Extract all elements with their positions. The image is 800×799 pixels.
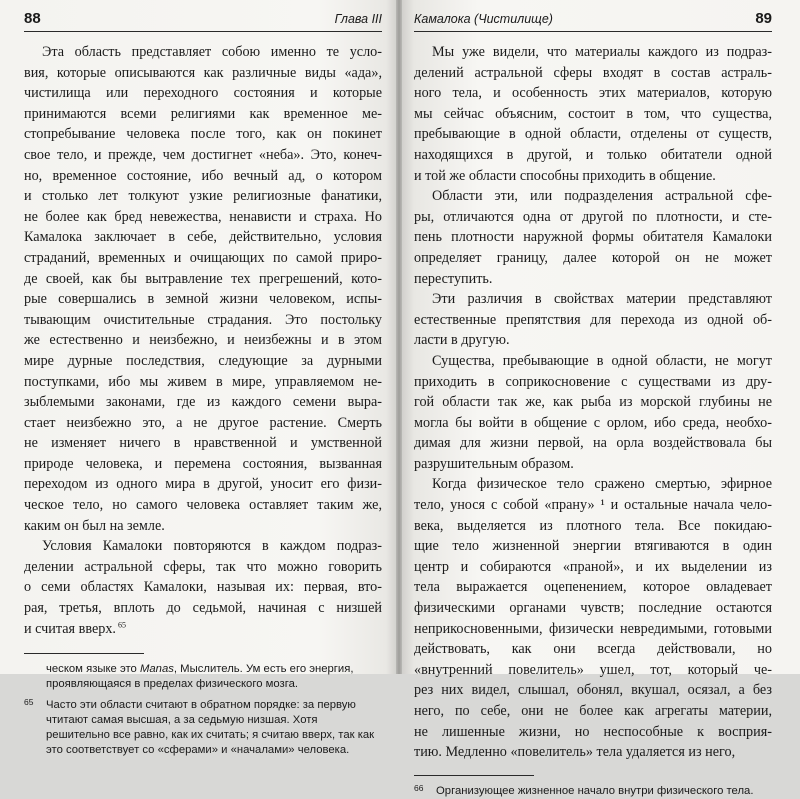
right-body-text — [414, 42, 772, 763]
text-line: могла бы войти в общение с орлом, ибо среда, необхо- — [414, 414, 772, 431]
text-line: рая, третья, вплоть до седьмой, начиная с низшей — [24, 600, 382, 617]
right-footnote-rule — [414, 775, 534, 776]
text-line: гой области так же, как рыба из морской глубины не — [414, 394, 772, 411]
right-paragraph-3 — [414, 289, 772, 351]
text-line: делении астральной сферы, так что можно говорить — [24, 558, 382, 575]
right-paragraph-2 — [414, 186, 772, 289]
text-line: чистилища или переходного состояния и которые — [24, 85, 382, 102]
text-line: переступить. — [414, 270, 493, 287]
text-line: Условия Камалоки повторяются в каждом подраз- — [42, 538, 382, 555]
left-body-text — [24, 42, 382, 639]
left-page — [0, 0, 398, 757]
text-line: но, временное состояние, ибо вечный ад, о котором — [24, 167, 382, 184]
text-line: ного тела, и особенность этих материалов, которую — [414, 85, 772, 102]
text-line: переходом из одного мира в другой, уносит его физи- — [24, 476, 382, 493]
text-line: приходить в соприкосновение с существами из дру- — [414, 373, 772, 390]
text-line: димая для жизни первой, на орла воздействовала бы — [414, 435, 772, 452]
text-line: тывающим очистительные страдания. Это постольку — [24, 311, 382, 328]
left-footnote-rule — [24, 653, 144, 654]
text-line: принимаются всеми религиями как временное ме- — [24, 105, 382, 122]
text-line: вия, которые описываются как различные виды «ада», — [24, 64, 382, 81]
text-line: о семи областях Камалоки, называя их: первая, вто- — [24, 579, 382, 596]
left-footnotes — [24, 662, 382, 758]
right-paragraph-1 — [414, 42, 772, 186]
text-line: же естественно и неизбежно, и неизбежны и в этом — [24, 332, 382, 349]
text-line: щие тело жизненной энергии втягиваются в один — [414, 538, 772, 555]
text-line: природе человека, и перемена состояния, вызванная — [24, 455, 382, 472]
text-line: неприкосновенными, физически невредимыми, готовыми — [414, 620, 772, 637]
text-line: страданий, временных и очищающих по самой приро- — [24, 249, 382, 266]
text-line: тело, унося с собой «прану» ¹ и остальные начала чело- — [414, 497, 772, 514]
text-line: рез них видел, слышал, обонял, вкушал, осязал, а без — [414, 682, 772, 699]
text-line: Мы уже видели, что материалы каждого из подраз- — [432, 44, 772, 60]
text-line: определяет границу, далее которой он не может — [414, 249, 772, 266]
text-line: центр и собираются «праной», и их выделении из — [414, 558, 772, 575]
text-line: находящихся в другой, и только обитатели одной — [414, 146, 772, 163]
left-page-number: 88 — [24, 10, 41, 27]
left-paragraph-1 — [24, 42, 382, 536]
text-line: мы сейчас объясним, состоит в том, что существа, — [414, 105, 772, 122]
text-line: века, выделяется из плотного тела. Все покидаю- — [414, 517, 772, 534]
footnote-text: Часто эти области считают в обратном порядке: за первую чтитают самая высшая, а за седьмую низшая. Хотя решительно все равно, как их считать; я считаю вверх, так как это соответствует со «сферами» и «началами» человека. — [46, 699, 375, 757]
right-page — [398, 0, 800, 797]
text-line: стопребывание человека после того, как он покинет — [24, 126, 382, 143]
text-line: зыблемыми законами, где из каждого семени выра- — [24, 394, 382, 411]
text-line: и столько лет толкуют узкие религиозные фанатики, — [24, 188, 382, 205]
text-line: ры, отличаются одна от другой по плотности, и сте- — [414, 208, 772, 225]
text-line: де своей, как бы вытравление тех прегрешений, кото- — [24, 270, 382, 287]
right-footnote-66 — [414, 784, 772, 799]
text-line: действовать, как они всегда действовали, но — [414, 641, 772, 658]
footnote-mark: 65 — [24, 697, 34, 708]
footnote-italic-term: Manas — [139, 663, 174, 676]
text-line: естественные препятствия для перехода из одной об- — [414, 311, 772, 328]
right-paragraph-5 — [414, 474, 772, 762]
text-line: него, по себе, они не более как агрегаты материи, — [414, 703, 772, 719]
text-line: не лишенные жизни, но неспособные к восприя- — [414, 723, 772, 740]
left-footnote-65 — [24, 698, 382, 758]
text-line: не изменяет ничего в нравственной и умственной — [24, 435, 382, 452]
text-line: поступками, ибо мы живем в мире, управляемом не- — [24, 373, 382, 390]
right-paragraph-4 — [414, 351, 772, 475]
text-line: Камалока заключает в себе, действительно, условия — [24, 229, 382, 246]
footnote-mark: 66 — [414, 782, 424, 793]
text-line: пень плотности наружной формы обитателя Камалоки — [414, 229, 772, 246]
footnote-text: Организующее жизненное начало внутри физического тела. — [436, 784, 754, 797]
text-line: рые совершались в земной жизни человеком, испы- — [24, 291, 382, 308]
footnote-reference[interactable]: 65 — [115, 619, 126, 629]
left-footnote-continued — [24, 662, 382, 692]
text-line: Когда физическое тело сражено смертью, эфирное — [432, 476, 772, 493]
text-line: мире дурные последствия, следующие за дурными — [24, 352, 382, 369]
text-line: ческое тело, но самого человека оставляет таким же, — [24, 497, 382, 514]
text-line: тела выражается оцепенением, которое овладевает — [414, 579, 772, 596]
left-paragraph-2 — [24, 536, 382, 639]
right-running-head — [414, 10, 772, 32]
footnote-text: ческом языке это — [46, 663, 140, 676]
text-line: каким он был на земле. — [24, 517, 165, 534]
book-gutter — [396, 0, 402, 674]
right-chapter-title: Камалока (Чистилище) — [414, 12, 553, 26]
text-line: Области эти, или подразделения астральной сфе- — [432, 188, 772, 205]
text-line: делений астральной сферы входят в состав астраль- — [414, 64, 772, 81]
left-running-head — [24, 10, 382, 32]
text-line: Эти различия в свойствах материи представляют — [432, 291, 772, 308]
text-line: разрушительным образом. — [414, 455, 574, 472]
text-line: свое тело, и прежде, чем достигнет «неба». Это, конеч- — [24, 146, 382, 163]
right-page-number: 89 — [755, 10, 772, 27]
text-line: ласти в другую. — [414, 332, 510, 349]
text-line: пребывающие в одной области, отделены от существ, — [414, 126, 772, 143]
text-line: «внутренний повелитель» ушел, тот, который че- — [414, 661, 772, 678]
text-line: стает неизбежно это, а не другое растение. Смерть — [24, 414, 382, 431]
text-line: и той же области способны приходить в общение. — [414, 167, 716, 184]
text-line: Эта область представляет собою именно те усло- — [42, 44, 382, 60]
text-line: не более как бред невежества, ненависти и страха. Но — [24, 208, 382, 225]
text-line: и считая вверх. $^{65}$ — [24, 619, 126, 637]
left-chapter-title: Глава III — [334, 12, 382, 26]
text-line: Существа, пребывающие в одной области, не могут — [432, 352, 772, 369]
text-line: физическими органами чувств; последние остаются — [414, 600, 772, 617]
text-line: тию. Медленно «повелитель» тела удаляется из него, — [414, 744, 736, 761]
right-footnotes — [414, 784, 772, 799]
footnote-text: , Мыслитель. Ум есть его энергия, проявляющаяся в пределах физического мозга. — [46, 663, 354, 691]
